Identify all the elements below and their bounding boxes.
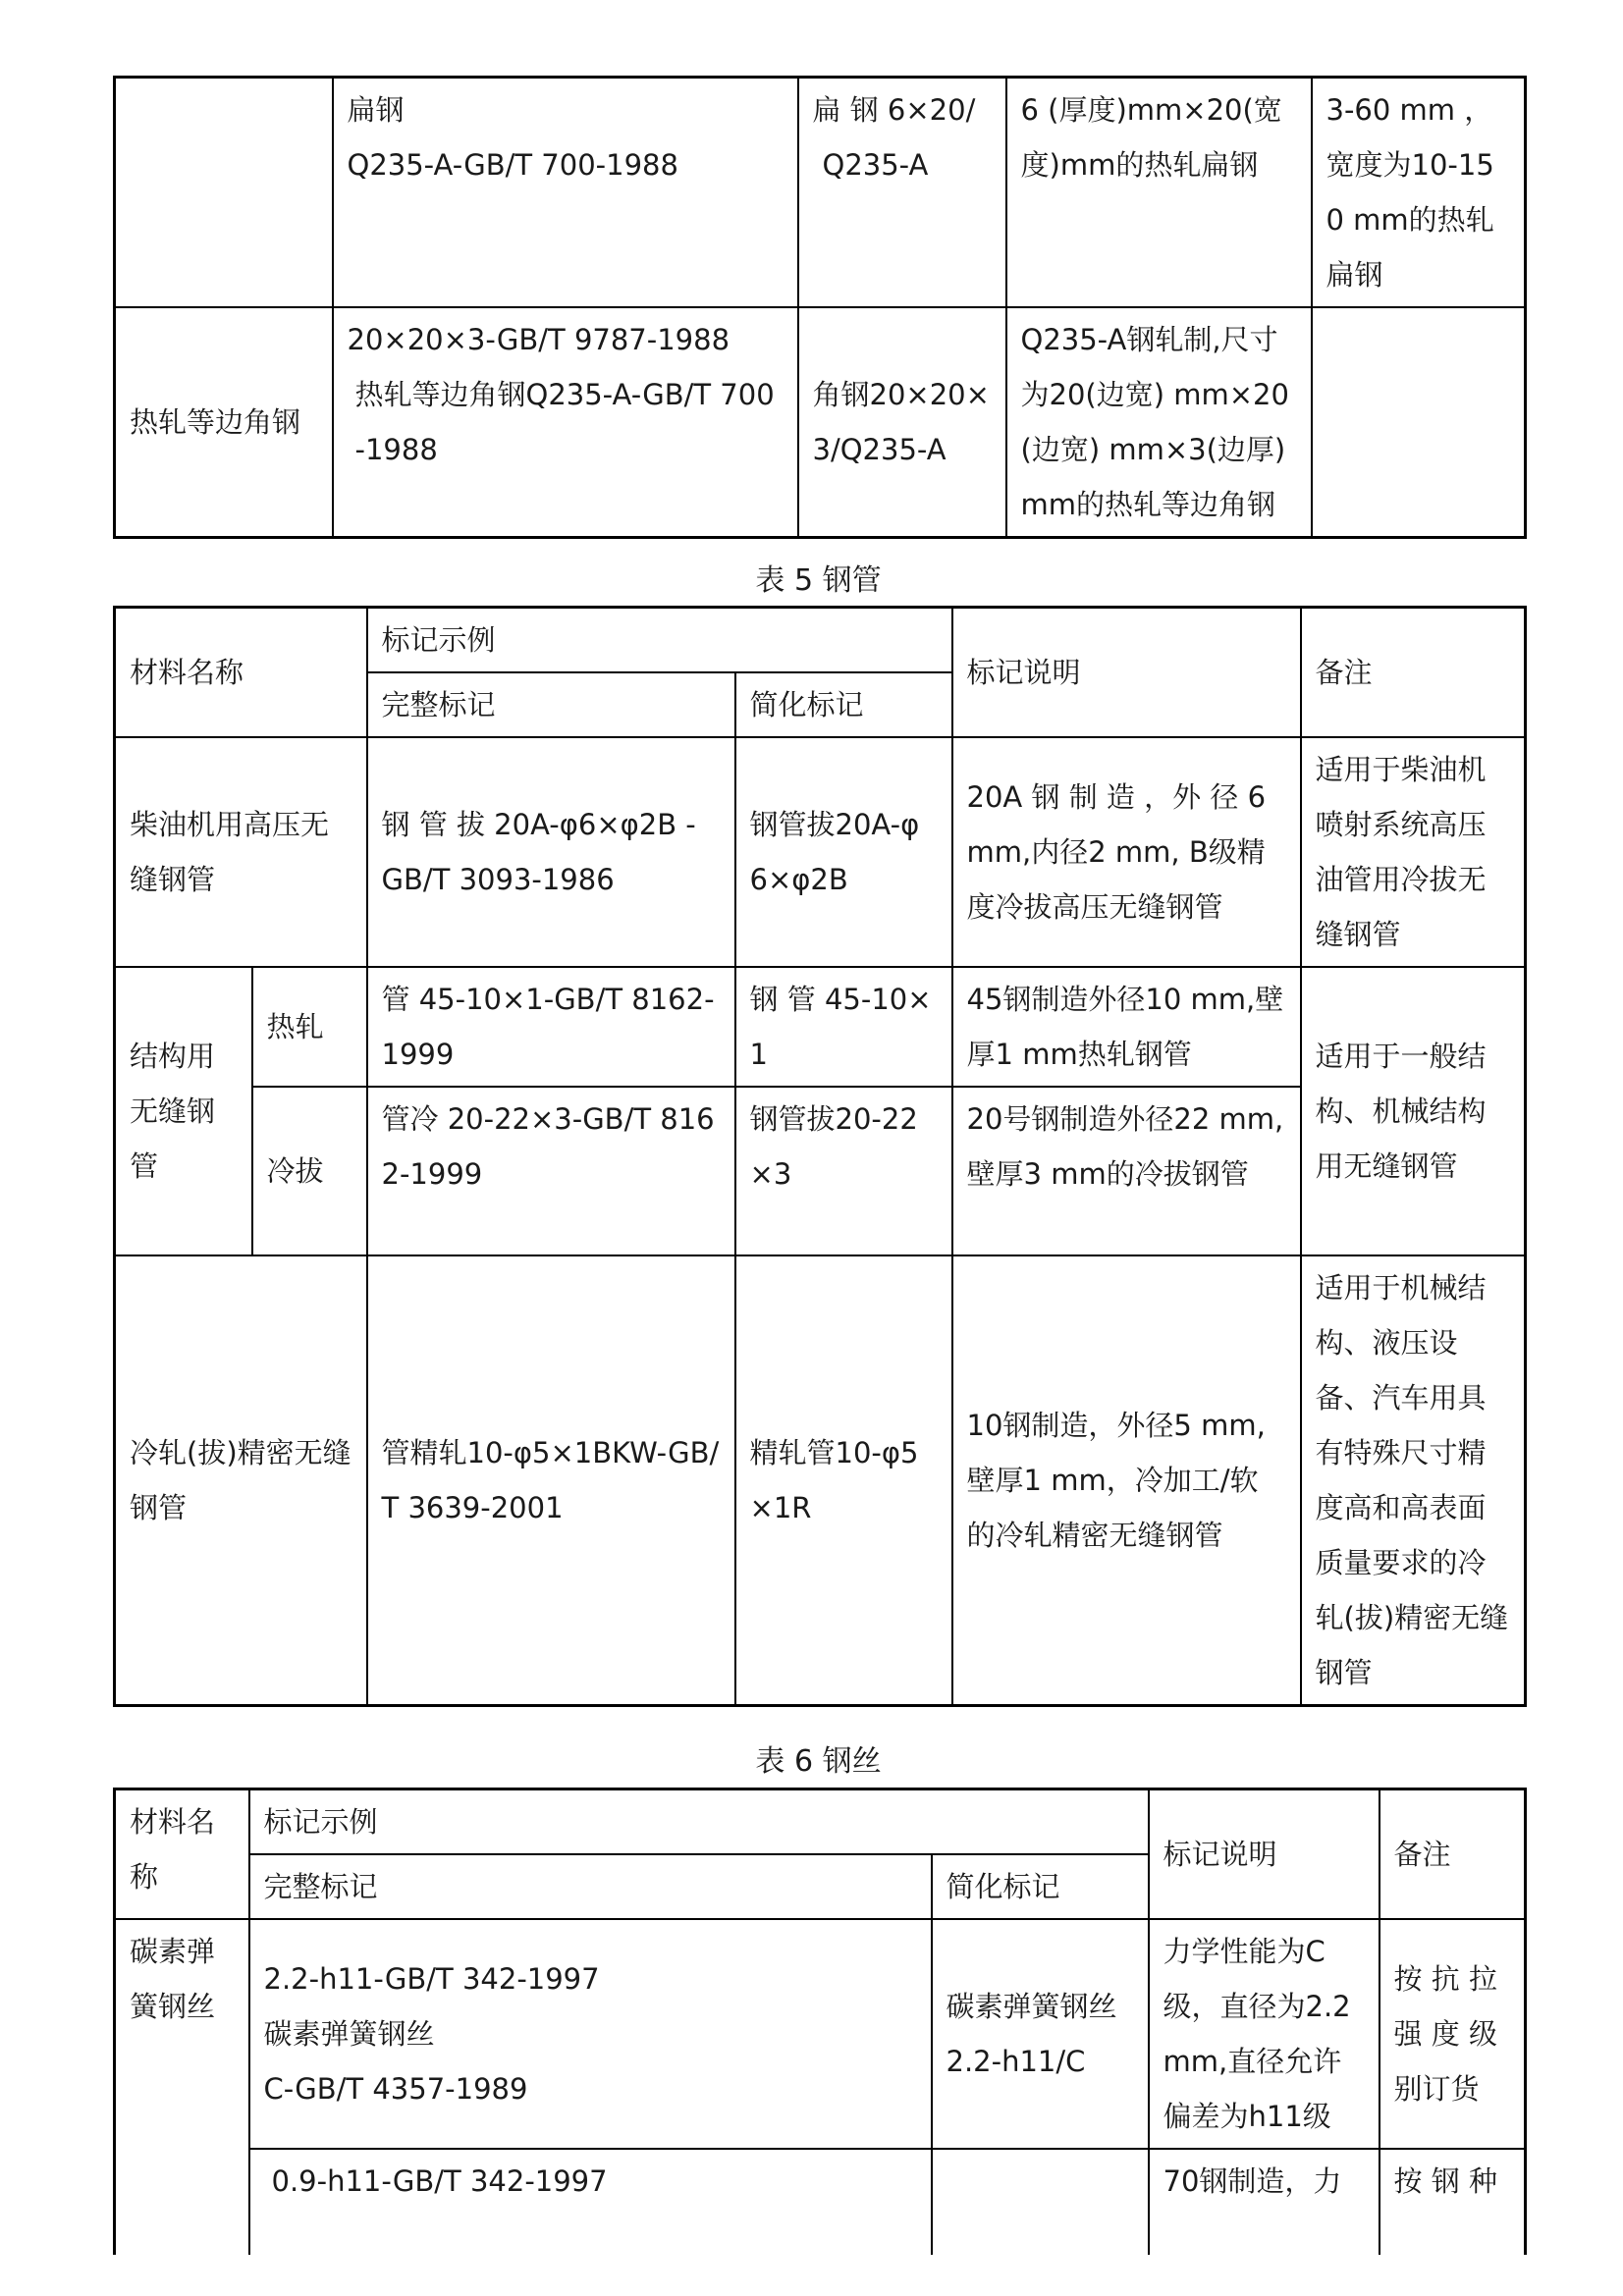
note-cell	[1312, 307, 1526, 538]
sub-type-cell: 冷拔	[252, 1087, 367, 1255]
full-mark-line: C-GB/T 4357-1989	[263, 2072, 528, 2106]
full-mark-cell	[333, 78, 798, 308]
note-cell: 适用于柴油机喷射系统高压油管用冷拔无缝钢管	[1301, 737, 1526, 967]
simplified-mark-cell: 角钢20×20×3/Q235-A	[798, 307, 1006, 538]
simplified-mark-cell: 钢管拔20-22×3	[735, 1087, 952, 1255]
table-5	[113, 606, 1527, 1707]
explain-cell: 20A 钢 制 造 ，外 径 6 mm,内径2 mm, B级精度冷拔高压无缝钢管	[952, 737, 1301, 967]
table-row	[115, 1255, 1526, 1706]
header-material: 材料名称	[115, 608, 367, 738]
header-note: 备注	[1301, 608, 1526, 738]
simplified-mark-cell: 钢 管 45-10×1	[735, 967, 952, 1087]
full-mark-cell: 钢 管 拔 20A-φ6×φ2B - GB/T 3093-1986	[367, 737, 735, 967]
explain-cell: 45钢制造外径10 mm,壁厚1 mm热轧钢管	[952, 967, 1301, 1087]
full-mark-cell: 0.9-h11-GB/T 342-1997	[249, 2149, 932, 2255]
material-cell: 热轧等边角钢	[115, 307, 333, 538]
explain-cell: 70钢制造，力	[1149, 2149, 1380, 2255]
table-row	[115, 307, 1526, 538]
header-full-mark: 完整标记	[249, 1854, 932, 1919]
simplified-mark-line: 扁 钢 6×20/	[812, 93, 976, 127]
full-mark-line: 20×20×3-GB/T 9787-1988	[347, 323, 730, 356]
full-mark-line: Q235-A-GB/T 700-1988	[347, 148, 678, 182]
material-cell: 碳素弹簧钢丝	[115, 1919, 249, 2255]
note-cell: 按 抗 拉 强 度 级别订货	[1380, 1919, 1526, 2149]
header-full-mark: 完整标记	[367, 672, 735, 737]
simplified-mark-cell	[932, 2149, 1149, 2255]
table-header-row	[115, 608, 1526, 673]
full-mark-line: 扁钢	[347, 93, 405, 127]
header-explain: 标记说明	[1149, 1789, 1380, 1920]
table-row	[115, 967, 1526, 1087]
table-row	[115, 78, 1526, 308]
material-cell	[115, 78, 333, 308]
header-simplified-mark: 简化标记	[932, 1854, 1149, 1919]
sub-type-cell: 热轧	[252, 967, 367, 1087]
table-4-tail	[113, 76, 1527, 539]
simplified-mark-cell: 精轧管10-φ5×1R	[735, 1255, 952, 1706]
material-cell: 结构用无缝钢管	[115, 967, 252, 1255]
table-row	[115, 2149, 1526, 2255]
full-mark-cell	[249, 1919, 932, 2149]
header-example: 标记示例	[367, 608, 952, 673]
table-row	[115, 737, 1526, 967]
full-mark-cell: 管精轧10-φ5×1BKW-GB/T 3639-2001	[367, 1255, 735, 1706]
explain-cell: Q235-A钢轧制,尺寸为20(边宽) mm×20(边宽) mm×3(边厚)mm的热轧等边角钢	[1006, 307, 1312, 538]
table-6	[113, 1788, 1527, 2255]
header-note: 备注	[1380, 1789, 1526, 1920]
simplified-mark-cell: 碳素弹簧钢丝2.2-h11/C	[932, 1919, 1149, 2149]
note-cell: 3-60 mm ，宽度为10-150 mm的热轧扁钢	[1312, 78, 1526, 308]
note-cell: 适用于一般结构、机械结构用无缝钢管	[1301, 967, 1526, 1255]
full-mark-cell: 管 45-10×1-GB/T 8162-1999	[367, 967, 735, 1087]
material-cell: 冷轧(拔)精密无缝钢管	[115, 1255, 367, 1706]
material-cell: 柴油机用高压无缝钢管	[115, 737, 367, 967]
header-material: 材料名称	[115, 1789, 249, 1920]
simplified-mark-cell	[798, 78, 1006, 308]
full-mark-cell	[333, 307, 798, 538]
table-6-caption: 表 6 钢丝	[755, 1744, 882, 1779]
table-header-row	[115, 1789, 1526, 1855]
table-5-caption: 表 5 钢管	[755, 563, 882, 598]
table-row	[115, 1919, 1526, 2149]
simplified-mark-cell: 钢管拔20A-φ6×φ2B	[735, 737, 952, 967]
full-mark-line: 2.2-h11-GB/T 342-1997	[263, 1962, 600, 1996]
explain-cell: 20号钢制造外径22 mm,壁厚3 mm的冷拔钢管	[952, 1087, 1301, 1255]
explain-cell: 6 (厚度)mm×20(宽度)mm的热轧扁钢	[1006, 78, 1312, 308]
header-explain: 标记说明	[952, 608, 1301, 738]
header-simplified-mark: 简化标记	[735, 672, 952, 737]
full-mark-cell: 管冷 20-22×3-GB/T 8162-1999	[367, 1087, 735, 1255]
header-example: 标记示例	[249, 1789, 1149, 1855]
explain-cell: 力学性能为C级，直径为2.2 mm,直径允许偏差为h11级	[1149, 1919, 1380, 2149]
full-mark-line: 碳素弹簧钢丝	[263, 2017, 435, 2051]
note-cell: 适用于机械结构、液压设备、汽车用具有特殊尺寸精度高和高表面质量要求的冷轧(拔)精密无缝钢管	[1301, 1255, 1526, 1706]
full-mark-line: 热轧等边角钢Q235-A-GB/T 700-1988	[354, 378, 775, 466]
explain-cell: 10钢制造，外径5 mm,壁厚1 mm，冷加工/软的冷轧精密无缝钢管	[952, 1255, 1301, 1706]
note-cell: 按 钢 种	[1380, 2149, 1526, 2255]
simplified-mark-line: Q235-A	[822, 148, 929, 182]
